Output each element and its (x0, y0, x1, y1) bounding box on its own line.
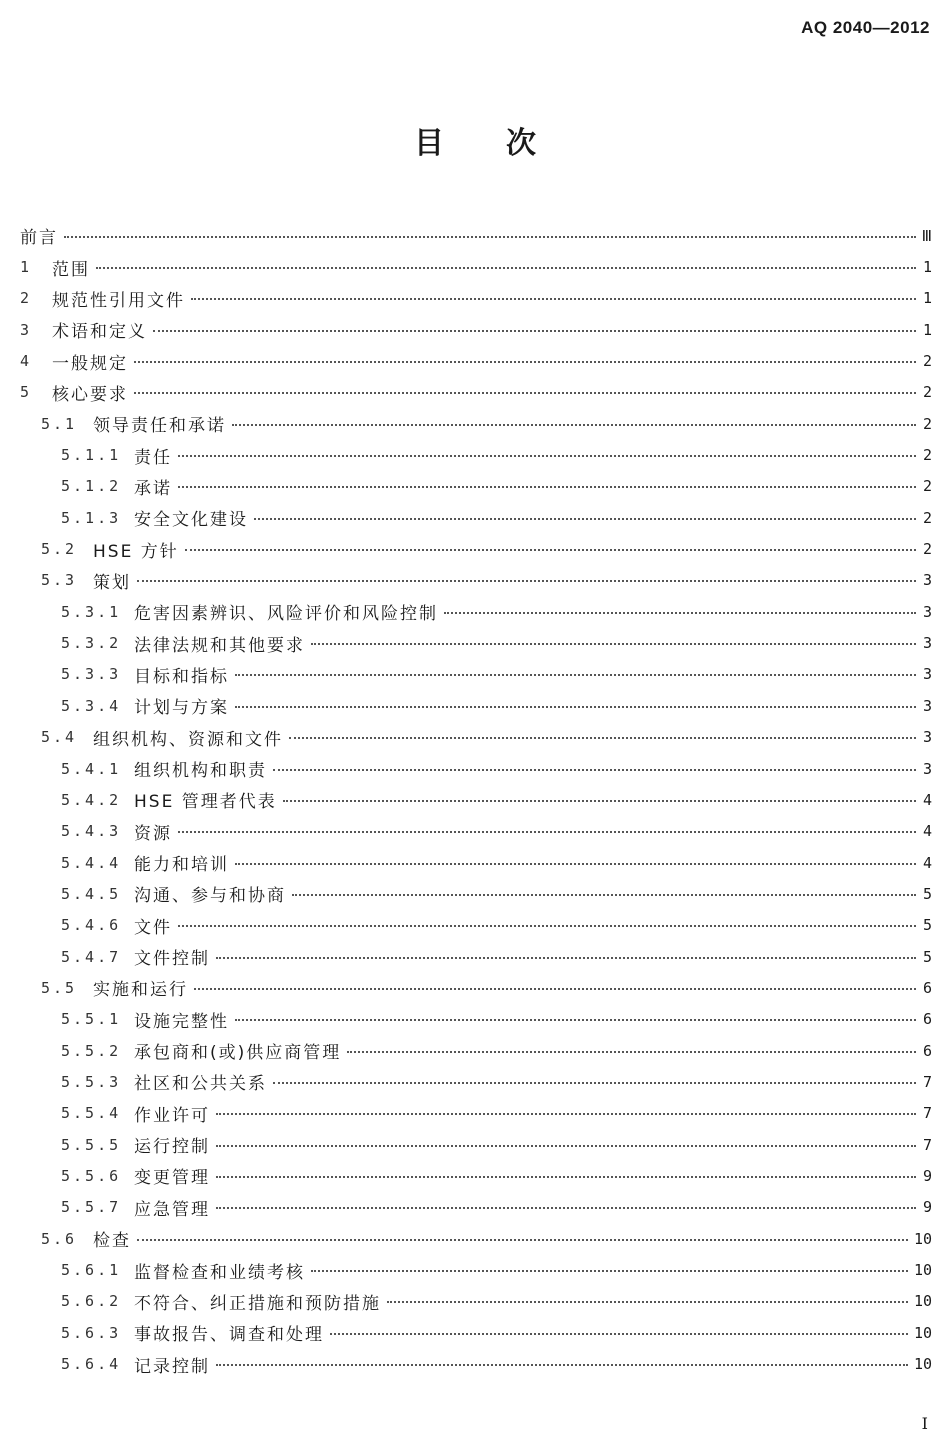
toc-entry-page: 2 (922, 508, 932, 527)
toc-entry[interactable] (20, 690, 932, 721)
toc-entry-page: 2 (922, 383, 932, 402)
toc-entry-title: 组织机构、资源和文件 (93, 729, 283, 750)
dot-leader (235, 674, 916, 676)
dot-leader (347, 1051, 916, 1053)
toc-entry-title: 领导责任和承诺 (93, 416, 226, 437)
toc-entry-page: 4 (922, 853, 932, 872)
toc-entry-title: 不符合、纠正措施和预防措施 (134, 1293, 381, 1314)
toc-entry-number: 5.5.7 (61, 1198, 122, 1217)
dot-leader (134, 361, 916, 363)
toc-entry[interactable] (20, 722, 932, 753)
toc-entry-number: 5.2 (41, 540, 78, 559)
toc-entry-number: 5.6.4 (61, 1355, 122, 1374)
dot-leader (216, 957, 916, 959)
toc-entry[interactable] (20, 1286, 932, 1317)
toc-entry-page: 6 (922, 1041, 932, 1060)
dot-leader (273, 1082, 916, 1084)
dot-leader (292, 894, 916, 896)
toc-entry[interactable] (20, 941, 932, 972)
toc-entry-title: 目标和指标 (134, 666, 229, 687)
toc-entry-page: 6 (922, 1010, 932, 1029)
toc-entry[interactable] (20, 533, 932, 564)
toc-entry-title: 规范性引用文件 (52, 290, 185, 311)
toc-entry-number: 5.4.6 (61, 916, 122, 935)
toc-entry-title: 核心要求 (52, 384, 128, 405)
toc-entry-title: 策划 (93, 572, 131, 593)
toc-entry-number: 5 (20, 383, 33, 402)
toc-entry-page: 10 (913, 1323, 932, 1342)
dot-leader (311, 643, 916, 645)
toc-entry[interactable] (20, 565, 932, 596)
table-of-contents (20, 220, 932, 1380)
toc-entry-number: 5.5.1 (61, 1010, 122, 1029)
toc-entry-number: 5.1.1 (61, 446, 122, 465)
toc-entry[interactable] (20, 1160, 932, 1191)
toc-entry-number: 5.5.2 (61, 1041, 122, 1060)
dot-leader (216, 1145, 916, 1147)
toc-entry-title: 记录控制 (134, 1356, 210, 1377)
toc-entry-title: 检查 (93, 1231, 131, 1252)
toc-entry[interactable] (20, 659, 932, 690)
toc-entry-number: 5.3.2 (61, 634, 122, 653)
toc-entry[interactable] (20, 471, 932, 502)
toc-entry-title: 应急管理 (134, 1199, 210, 1220)
toc-entry-page: 1 (922, 320, 932, 339)
toc-entry[interactable] (20, 1066, 932, 1097)
toc-entry[interactable] (20, 596, 932, 627)
toc-entry[interactable] (20, 784, 932, 815)
toc-entry-page: 9 (922, 1166, 932, 1185)
toc-entry-number: 5.3.3 (61, 665, 122, 684)
toc-entry-number: 5.4.7 (61, 947, 122, 966)
toc-entry[interactable] (20, 377, 932, 408)
toc-entry[interactable] (20, 972, 932, 1003)
toc-entry[interactable] (20, 345, 932, 376)
dot-leader (137, 580, 916, 582)
toc-entry-page: 10 (913, 1229, 932, 1248)
toc-entry-title: 实施和运行 (93, 980, 188, 1001)
toc-entry[interactable] (20, 251, 932, 282)
dot-leader (178, 925, 916, 927)
dot-leader (273, 769, 916, 771)
toc-entry-title: 资源 (134, 823, 172, 844)
toc-entry-number: 5.1 (41, 414, 78, 433)
toc-entry-number: 5.5.6 (61, 1166, 122, 1185)
toc-entry[interactable] (20, 878, 932, 909)
toc-entry-title: 范围 (52, 259, 90, 280)
toc-entry[interactable] (20, 1098, 932, 1129)
toc-entry[interactable] (20, 1129, 932, 1160)
dot-leader (178, 486, 916, 488)
dot-leader (64, 236, 916, 238)
toc-entry-number: 5.6.2 (61, 1292, 122, 1311)
dot-leader (387, 1301, 908, 1303)
toc-entry-page: 5 (922, 947, 932, 966)
toc-entry-number: 5.4.3 (61, 822, 122, 841)
toc-entry-page: 1 (922, 289, 932, 308)
dot-leader (216, 1364, 908, 1366)
toc-entry-title: 文件 (134, 917, 172, 938)
dot-leader (235, 1019, 916, 1021)
toc-entry-title: HSE 管理者代表 (134, 792, 277, 813)
toc-entry-number: 5.4.5 (61, 884, 122, 903)
toc-entry[interactable] (20, 408, 932, 439)
toc-entry-page: 2 (922, 414, 932, 433)
toc-entry-number: 5.6.1 (61, 1261, 122, 1280)
toc-entry-title: 文件控制 (134, 949, 210, 970)
toc-entry-title: 计划与方案 (134, 698, 229, 719)
toc-entry-title: 社区和公共关系 (134, 1074, 267, 1095)
toc-entry-number: 5.3 (41, 571, 78, 590)
toc-entry-page: 2 (922, 446, 932, 465)
toc-entry-number: 5.5.4 (61, 1104, 122, 1123)
toc-entry-page: 3 (922, 728, 932, 747)
toc-entry-title: 承包商和(或)供应商管理 (134, 1043, 342, 1064)
dot-leader (153, 330, 916, 332)
dot-leader (216, 1113, 916, 1115)
dot-leader (283, 800, 916, 802)
toc-entry[interactable] (20, 816, 932, 847)
toc-entry[interactable] (20, 627, 932, 658)
toc-entry-number: 2 (20, 289, 33, 308)
toc-entry-page: 3 (922, 759, 932, 778)
dot-leader (289, 737, 916, 739)
toc-entry[interactable] (20, 314, 932, 345)
toc-entry-page: 7 (922, 1072, 932, 1091)
toc-entry-page: 3 (922, 696, 932, 715)
toc-entry[interactable] (20, 502, 932, 533)
toc-entry-title: 设施完整性 (134, 1011, 229, 1032)
toc-entry-page: 2 (922, 540, 932, 559)
toc-entry-title: 承诺 (134, 478, 172, 499)
dot-leader (235, 863, 916, 865)
toc-entry-page: 10 (913, 1355, 932, 1374)
toc-entry-page: 7 (922, 1104, 932, 1123)
dot-leader (134, 392, 916, 394)
toc-entry-page: 4 (922, 822, 932, 841)
dot-leader (178, 455, 916, 457)
toc-entry-title: 安全文化建设 (134, 510, 248, 531)
toc-entry-page: 9 (922, 1198, 932, 1217)
toc-entry[interactable] (20, 1223, 932, 1254)
toc-entry-number: 3 (20, 320, 33, 339)
toc-entry-title: 组织机构和职责 (134, 761, 267, 782)
dot-leader (216, 1207, 916, 1209)
toc-entry-page: Ⅲ (921, 226, 932, 245)
toc-entry[interactable] (20, 753, 932, 784)
toc-entry-title: 一般规定 (52, 353, 128, 374)
toc-entry[interactable] (20, 1192, 932, 1223)
dot-leader (178, 831, 916, 833)
toc-entry-page: 5 (922, 884, 932, 903)
toc-entry-title: 监督检查和业绩考核 (134, 1262, 305, 1283)
toc-entry-title: 沟通、参与和协商 (134, 886, 286, 907)
toc-entry-page: 2 (922, 477, 932, 496)
toc-entry[interactable] (20, 1348, 932, 1379)
toc-entry-number: 5.6 (41, 1229, 78, 1248)
toc-entry[interactable] (20, 220, 932, 251)
toc-entry[interactable] (20, 1317, 932, 1348)
toc-entry-title: 术语和定义 (52, 322, 147, 343)
toc-entry-title: HSE 方针 (93, 541, 179, 562)
dot-leader (311, 1270, 908, 1272)
toc-entry-page: 10 (913, 1261, 932, 1280)
toc-entry[interactable] (20, 283, 932, 314)
toc-entry-title: 责任 (134, 447, 172, 468)
toc-entry-number: 5.4.2 (61, 790, 122, 809)
toc-entry-number: 5.4 (41, 728, 78, 747)
toc-entry-title: 运行控制 (134, 1137, 210, 1158)
toc-entry-page: 7 (922, 1135, 932, 1154)
toc-entry-page: 3 (922, 634, 932, 653)
dot-leader (254, 518, 916, 520)
toc-entry-page: 3 (922, 571, 932, 590)
dot-leader (216, 1176, 916, 1178)
toc-entry-title: 作业许可 (134, 1105, 210, 1126)
dot-leader (96, 267, 916, 269)
toc-entry-page: 3 (922, 665, 932, 684)
toc-entry-page: 4 (922, 790, 932, 809)
toc-entry[interactable] (20, 910, 932, 941)
toc-entry-title: 前言 (20, 228, 58, 249)
toc-entry-number: 5.6.3 (61, 1323, 122, 1342)
toc-entry-title: 事故报告、调查和处理 (134, 1325, 324, 1346)
toc-entry-title: 法律法规和其他要求 (134, 635, 305, 656)
toc-entry-page: 1 (922, 258, 932, 277)
toc-entry-number: 5.1.3 (61, 508, 122, 527)
toc-entry-page: 5 (922, 916, 932, 935)
toc-entry-number: 5.4.4 (61, 853, 122, 872)
toc-entry-number: 4 (20, 352, 33, 371)
toc-entry[interactable] (20, 847, 932, 878)
dot-leader (185, 549, 916, 551)
toc-entry[interactable] (20, 1035, 932, 1066)
toc-entry-title: 能力和培训 (134, 855, 229, 876)
toc-entry-page: 6 (922, 978, 932, 997)
toc-entry-title: 变更管理 (134, 1168, 210, 1189)
dot-leader (330, 1333, 908, 1335)
dot-leader (232, 424, 916, 426)
dot-leader (444, 612, 916, 614)
toc-entry[interactable] (20, 439, 932, 470)
page-title: 目次 (414, 126, 598, 161)
toc-entry-number: 5.3.4 (61, 696, 122, 715)
toc-entry-number: 5.4.1 (61, 759, 122, 778)
toc-entry[interactable] (20, 1254, 932, 1285)
toc-entry-page: 2 (922, 352, 932, 371)
toc-entry-number: 5.5.3 (61, 1072, 122, 1091)
toc-entry[interactable] (20, 1004, 932, 1035)
toc-entry-number: 5.5 (41, 978, 78, 997)
toc-entry-number: 5.3.1 (61, 602, 122, 621)
dot-leader (137, 1239, 908, 1241)
toc-entry-page: 10 (913, 1292, 932, 1311)
toc-entry-number: 5.5.5 (61, 1135, 122, 1154)
toc-entry-page: 3 (922, 602, 932, 621)
dot-leader (191, 298, 916, 300)
toc-entry-number: 5.1.2 (61, 477, 122, 496)
document-code: AQ 2040—2012 (801, 18, 930, 37)
toc-entry-title: 危害因素辨识、风险评价和风险控制 (134, 604, 438, 625)
dot-leader (235, 706, 916, 708)
dot-leader (194, 988, 916, 990)
toc-entry-number: 1 (20, 258, 33, 277)
page-number: I (921, 1414, 928, 1433)
